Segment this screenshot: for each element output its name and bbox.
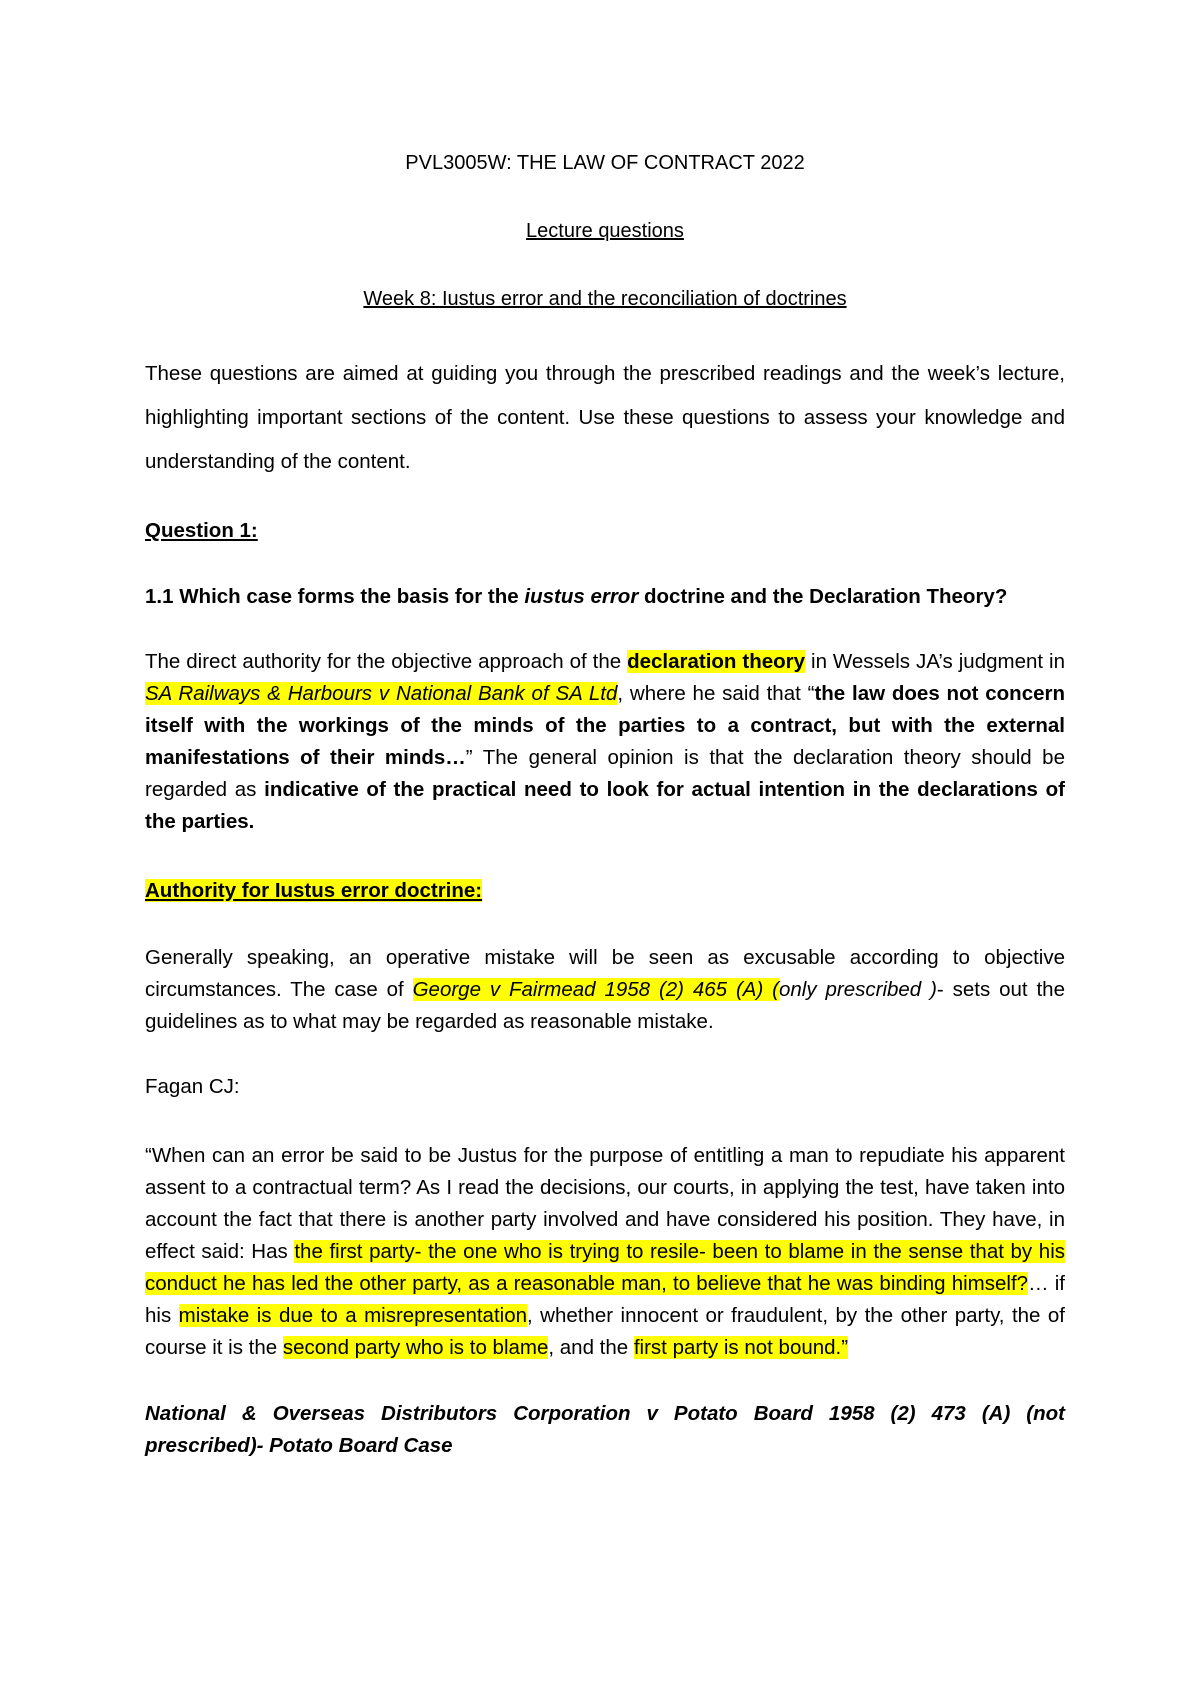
authority-text-1: Generally speaking, an operative mistake will be seen as excusable according to objective circumstances. The case of (145, 946, 1065, 1001)
quote-highlight-3: second party who is to blame (282, 1336, 549, 1359)
authority-paragraph (145, 942, 1065, 1038)
fagan-quote (145, 1140, 1065, 1364)
authority-text-2: - sets out the guidelines as to what may be regarded as reasonable mistake. (145, 978, 1065, 1033)
question-1-heading: Question 1: (145, 519, 258, 542)
authority-heading-line (145, 878, 1065, 904)
quote-text-5: , whether innocent or fraudulent, by the other party, the of course it is the (145, 1304, 1065, 1359)
fagan-cj-label: Fagan CJ: (145, 1075, 240, 1098)
document-content (145, 150, 1065, 1462)
declaration-theory-highlight: declaration theory (627, 650, 806, 673)
quote-text-1: “When can an error be said to be Justus for the purpose of entitling a man to repudiate his apparent assent to a contractual term? As I read the decisions, our courts, in applying the test, have taken into account the fact that there is another party involved and have considered his position. They have, in effect said: Has (145, 1144, 1065, 1263)
answer-text-1: The direct authority for the objective approach of the (145, 650, 628, 673)
answer-text-5: , where he said that “ (617, 682, 815, 705)
question-1-1 (145, 584, 1065, 610)
week-heading: Week 8: Iustus error and the reconciliation of doctrines (363, 288, 847, 310)
potato-board-case: National & Overseas Distributors Corporation v Potato Board 1958 (2) 473 (A) (not prescribed)- Potato Board Case (145, 1402, 1065, 1457)
q11-text-b: doctrine and the Declaration Theory? (638, 585, 1008, 608)
answer-bold-quote: the law does not concern itself with the workings of the minds of the parties to a contract, but with the external manifestations of their minds… (145, 682, 1066, 769)
quote-highlight-4: first party is not bound.” (633, 1336, 849, 1359)
quote-highlight-2: mistake is due to a misrepresentation (178, 1304, 528, 1327)
quote-text-3: … if his (145, 1272, 1065, 1327)
george-fairmead-case-highlight: George v Fairmead 1958 (2) 465 (A) ( (412, 978, 779, 1001)
answer-text-7: ” The general opinion is that the declaration theory should be regarded as (145, 746, 1065, 801)
lecture-questions-heading: Lecture questions (526, 220, 684, 242)
q11-text-a: 1.1 Which case forms the basis for the (145, 585, 525, 608)
answer-paragraph (145, 646, 1065, 838)
course-title: PVL3005W: THE LAW OF CONTRACT 2022 (405, 152, 805, 174)
q11-italic-term: iustus error (524, 585, 639, 608)
sa-railways-case-highlight: SA Railways & Harbours v National Bank of SA Ltd (145, 682, 618, 705)
quote-text-7: , and the (548, 1336, 634, 1359)
answer-bold-conclusion: indicative of the practical need to look for actual intention in the declarations of the parties. (145, 778, 1065, 833)
authority-heading: Authority for Iustus error doctrine: (145, 879, 483, 902)
intro-paragraph: These questions are aimed at guiding you through the prescribed readings and the week’s lecture, highlighting important sections of the content. Use these questions to assess your knowledge and understanding of the content. (145, 362, 1065, 473)
answer-text-3: in Wessels JA’s judgment in (805, 650, 1065, 673)
quote-highlight-1: the first party- the one who is trying to resile- been to blame in the sense that by his conduct he has led the other party, as a reasonable man, to believe that he was binding himself? (145, 1240, 1065, 1295)
prescribed-note: only prescribed ) (779, 978, 937, 1001)
